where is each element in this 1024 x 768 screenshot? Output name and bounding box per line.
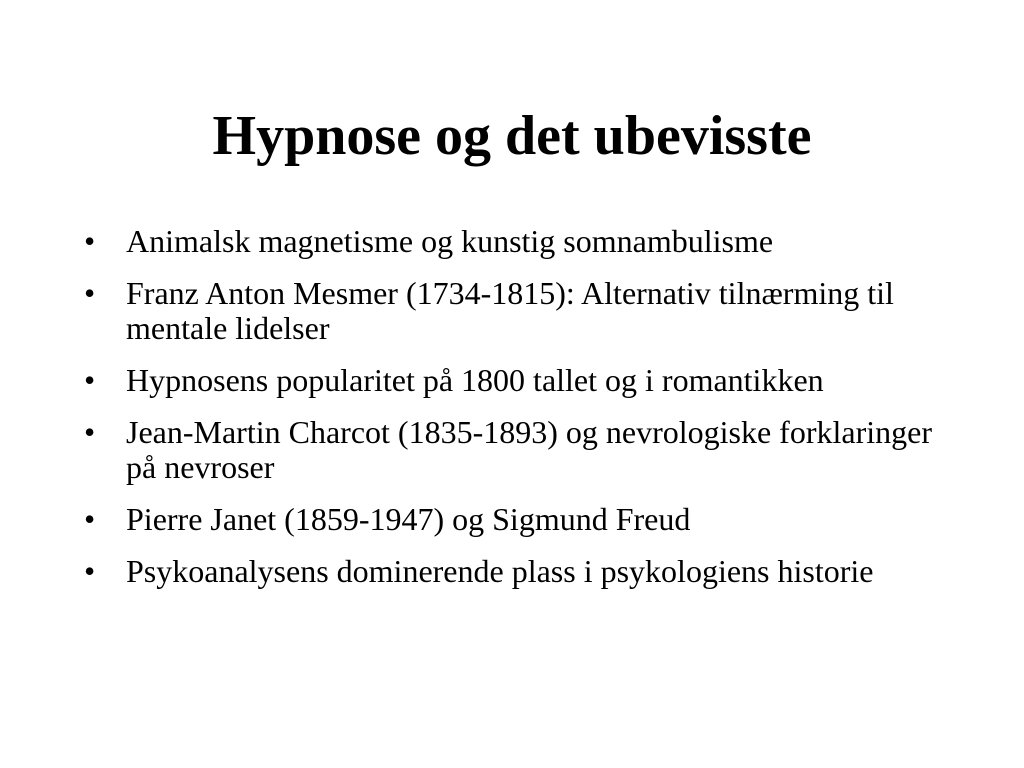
bullet-text: Franz Anton Mesmer (1734-1815): Alternativ tilnærming til mentale lidelser: [126, 275, 894, 346]
bullet-text: Pierre Janet (1859-1947) og Sigmund Freud: [126, 501, 691, 537]
bullet-icon: •: [84, 362, 96, 398]
list-item: [84, 415, 964, 485]
list-item: [84, 224, 964, 259]
bullet-icon: •: [84, 501, 96, 537]
bullet-text: Jean-Martin Charcot (1835-1893) og nevrologiske forklaringer på nevroser: [126, 414, 932, 485]
bullet-icon: •: [84, 223, 96, 259]
list-item: [84, 502, 964, 537]
bullet-icon: •: [84, 553, 96, 589]
bullet-text: Animalsk magnetisme og kunstig somnambulisme: [126, 223, 774, 259]
bullet-icon: •: [84, 275, 96, 311]
bullet-list: [84, 224, 964, 606]
list-item: [84, 363, 964, 398]
list-item: [84, 554, 964, 589]
bullet-icon: •: [84, 414, 96, 450]
bullet-text: Psykoanalysens dominerende plass i psykologiens historie: [126, 553, 874, 589]
bullet-text: Hypnosens popularitet på 1800 tallet og i romantikken: [126, 362, 824, 398]
list-item: [84, 276, 964, 346]
slide-title: Hypnose og det ubevisste: [212, 105, 812, 167]
